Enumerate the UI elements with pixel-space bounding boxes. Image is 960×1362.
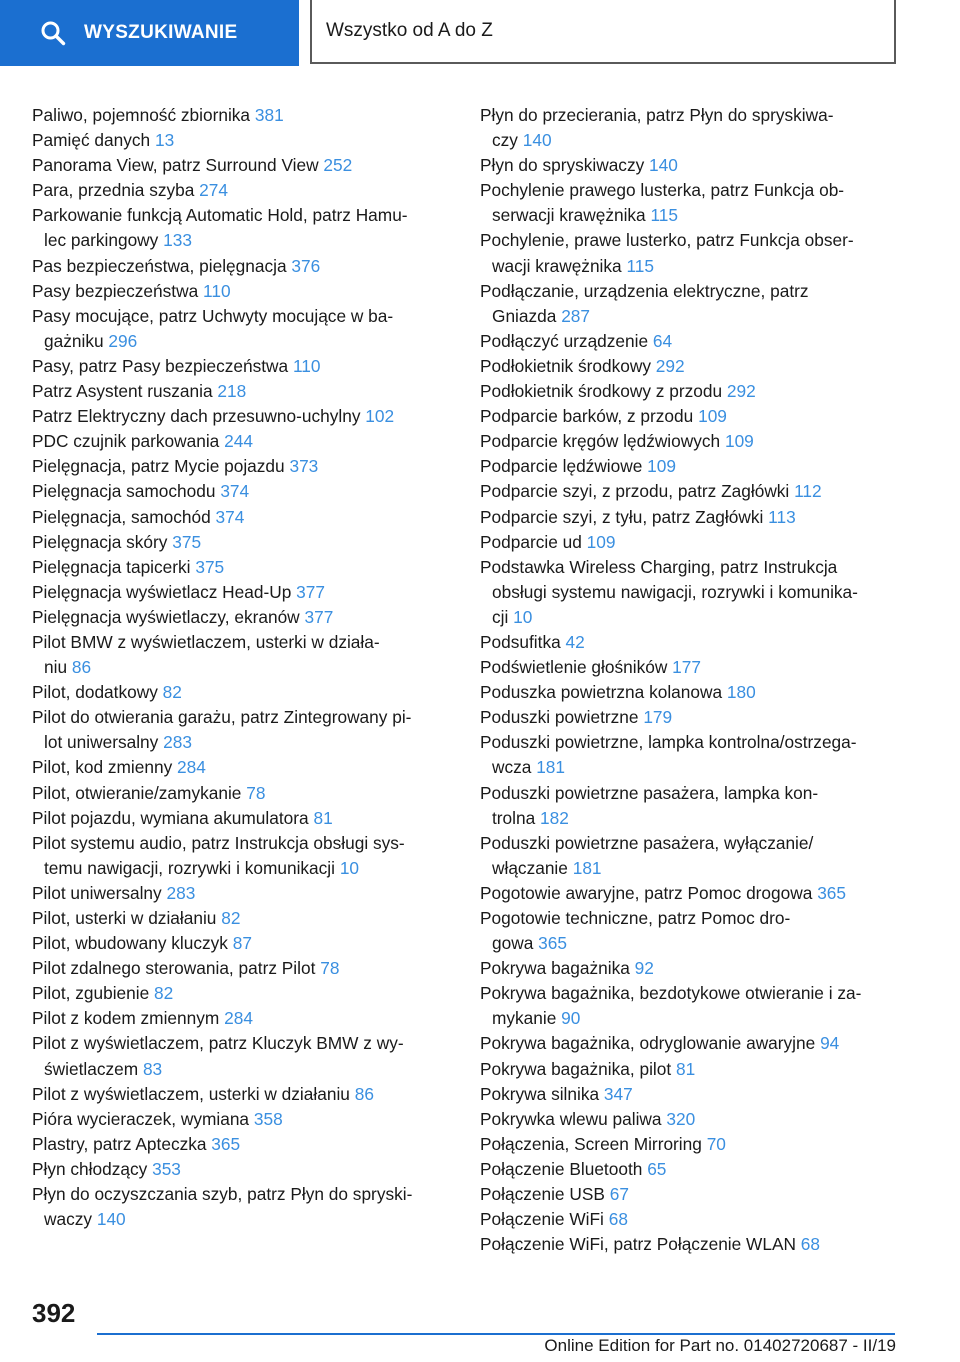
- index-entry-text: Pochylenie prawego lusterka, patrz Funkcja ob-: [480, 180, 845, 201]
- index-entry-text: włączanie: [492, 857, 568, 878]
- search-icon: [40, 20, 66, 46]
- page-reference-link[interactable]: 13: [154, 130, 175, 151]
- index-entry-text: Pokrywa bagażnika, odryglowanie awaryjne: [480, 1033, 816, 1054]
- page-reference-link[interactable]: 375: [172, 531, 202, 552]
- index-entry-text: Podsufitka: [480, 631, 561, 652]
- index-entry-text: Połączenie WiFi: [480, 1209, 604, 1230]
- index-entry-text: Pogotowie techniczne, patrz Pomoc dro-: [480, 908, 791, 928]
- page-reference-link[interactable]: 87: [232, 933, 252, 954]
- index-entry-text: obsługi systemu nawigacji, rozrywki i komunika-: [492, 581, 858, 602]
- index-entry-text: Pilot do otwierania garażu, patrz Zintegrowany pi-: [32, 707, 412, 728]
- page-reference-link[interactable]: 81: [313, 807, 333, 828]
- index-entry-text: Pilot, wbudowany kluczyk: [32, 933, 228, 954]
- page-reference-link[interactable]: 365: [538, 933, 567, 954]
- page-reference-link[interactable]: 179: [643, 707, 673, 728]
- index-entry: [480, 479, 900, 504]
- page-reference-link[interactable]: 109: [724, 431, 754, 452]
- footer-divider: [97, 1333, 895, 1335]
- page-reference-link[interactable]: 283: [163, 732, 192, 753]
- index-entry-text: mykanie: [492, 1008, 557, 1029]
- index-entry: [32, 806, 452, 831]
- index-entry-text: lec parkingowy: [44, 230, 159, 251]
- index-entry-text: Pilot z wyświetlaczem, usterki w działaniu: [32, 1083, 350, 1104]
- index-entry-text: Pasy, patrz Pasy bezpieczeństwa: [32, 355, 289, 376]
- index-entry: [480, 505, 900, 530]
- page-reference-link[interactable]: 83: [142, 1058, 163, 1079]
- page-reference-link[interactable]: 78: [246, 782, 266, 803]
- index-entry-text: Patrz Asystent ruszania: [32, 381, 213, 402]
- page-reference-link[interactable]: 377: [296, 581, 325, 602]
- page-reference-link[interactable]: 70: [706, 1133, 726, 1154]
- index-entry: [480, 454, 900, 479]
- page-reference-link[interactable]: 182: [540, 807, 569, 828]
- index-entry-text: Pokrywa bagażnika: [480, 958, 630, 979]
- index-entry-text: Poduszka powietrzna kolanowa: [480, 682, 723, 703]
- index-entry-text: niu: [44, 657, 68, 678]
- index-entry: [32, 505, 452, 530]
- index-entry: [480, 354, 900, 379]
- index-entry: [480, 831, 900, 881]
- index-entry: [32, 1132, 452, 1157]
- index-entry: [32, 429, 452, 454]
- index-entry-text: Plastry, patrz Apteczka: [32, 1133, 207, 1154]
- search-tab[interactable]: [0, 0, 299, 66]
- index-entry-text: Pilot pojazdu, wymiana akumulatora: [32, 807, 309, 828]
- page-reference-link[interactable]: 42: [565, 631, 585, 652]
- index-entry-text: wcza: [492, 757, 532, 778]
- page-reference-link[interactable]: 110: [203, 280, 231, 301]
- index-entry-text: Płyn do oczyszczania szyb, patrz Płyn do spryski-: [32, 1184, 413, 1205]
- index-entry-text: Poduszki powietrzne pasażera, wyłączanie/: [480, 832, 814, 853]
- index-entry: [32, 881, 452, 906]
- index-entry: [32, 981, 452, 1006]
- index-entry: [32, 781, 452, 806]
- index-entry-text: Podparcie kręgów lędźwiowych: [480, 431, 721, 452]
- index-entry: [32, 128, 452, 153]
- index-entry-text: wacji krawężnika: [492, 255, 622, 276]
- page-reference-link[interactable]: 181: [572, 857, 602, 878]
- index-entry: [32, 279, 452, 304]
- index-entry-text: Płyn do spryskiwaczy: [480, 155, 645, 176]
- index-entry: [32, 906, 452, 931]
- index-entry-text: Podparcie lędźwiowe: [480, 456, 643, 477]
- page-reference-link[interactable]: 81: [675, 1058, 696, 1079]
- index-entry: [32, 1006, 452, 1031]
- index-entry: [480, 705, 900, 730]
- index-entry-text: Pochylenie, prawe lusterko, patrz Funkcja obser-: [480, 230, 854, 251]
- index-entry: [32, 304, 452, 354]
- index-entry: [480, 956, 900, 981]
- index-entry-text: Paliwo, pojemność zbiornika: [32, 105, 251, 125]
- index-entry-text: Podparcie barków, z przodu: [480, 406, 694, 427]
- index-entry-text: Podłączyć urządzenie: [480, 330, 649, 351]
- index-entry: [32, 630, 452, 680]
- index-entry: [32, 103, 452, 128]
- index-entry-text: Pielęgnacja wyświetlaczy, ekranów: [32, 606, 300, 627]
- page-reference-link[interactable]: 112: [794, 481, 822, 502]
- index-entry: [32, 254, 452, 279]
- index-entry-text: Pilot z kodem zmiennym: [32, 1008, 220, 1029]
- index-entry-text: Pielęgnacja samochodu: [32, 481, 216, 502]
- index-entry: [480, 1031, 900, 1056]
- index-entry-text: Poduszki powietrzne pasażera, lampka kon-: [480, 782, 819, 803]
- page-reference-link[interactable]: 374: [220, 481, 250, 502]
- page-reference-link[interactable]: 373: [289, 456, 319, 477]
- page-reference-link[interactable]: 78: [320, 958, 340, 979]
- index-entry: [32, 479, 452, 504]
- index-entry-text: Pas bezpieczeństwa, pielęgnacja: [32, 255, 287, 276]
- index-entry-text: waczy: [44, 1209, 93, 1230]
- page-reference-link[interactable]: 140: [96, 1209, 126, 1230]
- index-entry: [32, 755, 452, 780]
- page-reference-link[interactable]: 109: [586, 531, 616, 552]
- index-entry-text: świetlaczem: [44, 1058, 139, 1079]
- index-entry-text: Pamięć danych: [32, 130, 151, 151]
- index-entry: [32, 580, 452, 605]
- index-entry-text: Podparcie szyi, z przodu, patrz Zagłówki: [480, 481, 790, 502]
- index-entry-text: Pilot, otwieranie/zamykanie: [32, 782, 242, 803]
- index-entry: [32, 1031, 452, 1081]
- index-entry: [32, 153, 452, 178]
- index-entry: [480, 906, 900, 956]
- page-reference-link[interactable]: 92: [634, 958, 654, 979]
- index-entry-text: Płyn chłodzący: [32, 1158, 148, 1179]
- page-reference-link[interactable]: 109: [647, 456, 676, 477]
- page-reference-link[interactable]: 381: [254, 105, 284, 125]
- index-entry-text: Poduszki powietrzne: [480, 707, 639, 728]
- index-entry: [32, 354, 452, 379]
- index-entry: [480, 228, 900, 278]
- index-entry: [480, 329, 900, 354]
- index-entry: [480, 178, 900, 228]
- page-reference-link[interactable]: 180: [726, 682, 756, 703]
- index-entry-text: Pielęgnacja, samochód: [32, 506, 211, 527]
- page-reference-link[interactable]: 376: [291, 255, 321, 276]
- page-reference-link[interactable]: 115: [650, 205, 679, 226]
- page-reference-link[interactable]: 90: [561, 1008, 581, 1029]
- index-entry-text: Połączenia, Screen Mirroring: [480, 1133, 702, 1154]
- page-reference-link[interactable]: 68: [608, 1209, 628, 1230]
- page-reference-link[interactable]: 377: [304, 606, 334, 627]
- index-entry-text: czy: [492, 130, 518, 151]
- index-entry: [480, 1107, 900, 1132]
- index-entry-text: Podparcie szyi, z tyłu, patrz Zagłówki: [480, 506, 764, 527]
- index-entry-text: Gniazda: [492, 305, 557, 326]
- page-reference-link[interactable]: 68: [800, 1234, 821, 1255]
- index-entry: [32, 931, 452, 956]
- index-entry: [480, 1082, 900, 1107]
- index-entry-text: Pokrywa bagażnika, bezdotykowe otwieranie i za-: [480, 983, 862, 1004]
- page-reference-link[interactable]: 82: [162, 682, 182, 703]
- index-entry: [32, 178, 452, 203]
- index-entry: [480, 530, 900, 555]
- page-reference-link[interactable]: 284: [177, 757, 206, 778]
- page-reference-link[interactable]: 109: [698, 406, 727, 427]
- index-entry-text: Pielęgnacja wyświetlacz Head-Up: [32, 581, 292, 602]
- index-entry: [480, 730, 900, 780]
- index-entry: [32, 1107, 452, 1132]
- page-reference-link[interactable]: 10: [513, 606, 533, 627]
- index-entry: [32, 605, 452, 630]
- tab-a-to-z-label: Wszystko od A do Z: [326, 20, 493, 41]
- index-column-left: [32, 103, 452, 1232]
- page-reference-link[interactable]: 287: [561, 305, 591, 326]
- index-entry: [480, 1207, 900, 1232]
- index-entry-text: Pilot uniwersalny: [32, 882, 162, 903]
- page-reference-link[interactable]: 374: [215, 506, 245, 527]
- index-entry: [32, 379, 452, 404]
- index-entry: [32, 530, 452, 555]
- index-entry: [480, 981, 900, 1031]
- index-entry-text: Pielęgnacja skóry: [32, 531, 168, 552]
- page-reference-link[interactable]: 65: [647, 1158, 667, 1179]
- page-reference-link[interactable]: 292: [655, 355, 685, 376]
- index-entry: [32, 831, 452, 881]
- index-entry-text: Podłączanie, urządzenia elektryczne, patrz: [480, 280, 809, 301]
- index-entry: [480, 103, 900, 153]
- index-entry-text: Płyn do przecierania, patrz Płyn do spryskiwa-: [480, 105, 834, 125]
- page-reference-link[interactable]: 218: [217, 381, 247, 402]
- page-reference-link[interactable]: 10: [339, 857, 360, 878]
- index-entry: [32, 404, 452, 429]
- page-reference-link[interactable]: 82: [221, 908, 241, 928]
- index-entry-text: serwacji krawężnika: [492, 205, 646, 226]
- tab-a-to-z[interactable]: [310, 0, 896, 64]
- index-entry-text: Pasy bezpieczeństwa: [32, 280, 199, 301]
- page-reference-link[interactable]: 365: [211, 1133, 241, 1154]
- index-entry-text: Pilot, kod zmienny: [32, 757, 173, 778]
- index-entry-text: Pilot BMW z wyświetlaczem, usterki w działa-: [32, 631, 380, 652]
- index-entry-text: Parkowanie funkcją Automatic Hold, patrz Hamu-: [32, 205, 408, 226]
- index-entry-text: temu nawigacji, rozrywki i komunikacji: [44, 857, 335, 878]
- index-entry: [480, 781, 900, 831]
- index-entry: [480, 279, 900, 329]
- index-entry: [480, 1132, 900, 1157]
- index-entry-text: Podświetlenie głośników: [480, 657, 668, 678]
- index-entry: [480, 680, 900, 705]
- index-entry: [32, 1182, 452, 1232]
- index-entry: [32, 555, 452, 580]
- index-entry: [480, 655, 900, 680]
- page-reference-link[interactable]: 296: [108, 330, 138, 351]
- search-tab-label: WYSZUKIWANIE: [84, 22, 238, 43]
- index-entry-text: Podparcie ud: [480, 531, 582, 552]
- index-entry: [480, 555, 900, 630]
- index-entry: [480, 881, 900, 906]
- index-entry: [480, 630, 900, 655]
- index-entry-text: Pielęgnacja, patrz Mycie pojazdu: [32, 456, 285, 477]
- page-reference-link[interactable]: 94: [820, 1033, 840, 1054]
- page-reference-link[interactable]: 320: [666, 1108, 696, 1129]
- index-entry-text: Poduszki powietrzne, lampka kontrolna/ostrzega-: [480, 732, 857, 753]
- index-entry: [32, 454, 452, 479]
- page-reference-link[interactable]: 284: [224, 1008, 253, 1029]
- page-reference-link[interactable]: 274: [199, 180, 228, 201]
- index-entry-text: Pióra wycieraczek, wymiana: [32, 1108, 250, 1129]
- page-reference-link[interactable]: 140: [522, 130, 552, 151]
- page-reference-link[interactable]: 86: [354, 1083, 374, 1104]
- index-entry-text: Pilot, usterki w działaniu: [32, 908, 217, 928]
- index-entry: [480, 153, 900, 178]
- index-entry-text: Połączenie USB: [480, 1184, 605, 1205]
- index-entry: [32, 1082, 452, 1107]
- index-entry: [32, 1157, 452, 1182]
- index-entry-text: Patrz Elektryczny dach przesuwno-uchylny: [32, 406, 361, 427]
- index-entry-text: Pokrywka wlewu paliwa: [480, 1108, 662, 1129]
- index-entry-text: Podłokietnik środkowy: [480, 355, 651, 376]
- index-entry-text: gowa: [492, 933, 534, 954]
- page-reference-link[interactable]: 292: [726, 381, 756, 402]
- index-entry-text: Pilot zdalnego sterowania, patrz Pilot: [32, 958, 316, 979]
- page-reference-link[interactable]: 102: [365, 406, 395, 427]
- page-reference-link[interactable]: 177: [672, 657, 701, 678]
- page-reference-link[interactable]: 115: [626, 255, 655, 276]
- index-entry-text: Pielęgnacja tapicerki: [32, 556, 191, 577]
- page-reference-link[interactable]: 283: [166, 882, 196, 903]
- page-reference-link[interactable]: 347: [603, 1083, 633, 1104]
- index-entry-text: trolna: [492, 807, 536, 828]
- index-entry-text: Pasy mocujące, patrz Uchwyty mocujące w ba-: [32, 305, 394, 326]
- page-reference-link[interactable]: 86: [71, 657, 92, 678]
- index-entry-text: cji: [492, 606, 509, 627]
- index-entry: [480, 429, 900, 454]
- index-entry: [32, 203, 452, 253]
- page-reference-link[interactable]: 82: [154, 983, 174, 1004]
- index-entry-text: lot uniwersalny: [44, 732, 159, 753]
- index-entry: [480, 1232, 900, 1257]
- page-reference-link[interactable]: 252: [323, 155, 353, 176]
- index-entry-text: Połączenie WiFi, patrz Połączenie WLAN: [480, 1234, 796, 1255]
- top-navigation-bar: [0, 0, 960, 66]
- page-number: 392: [32, 1298, 76, 1328]
- index-entry: [32, 680, 452, 705]
- index-entry-text: Pokrywa silnika: [480, 1083, 600, 1104]
- page-reference-link[interactable]: 353: [152, 1158, 181, 1179]
- index-entry-text: Para, przednia szyba: [32, 180, 195, 201]
- page-reference-link[interactable]: 358: [253, 1108, 283, 1129]
- index-entry-text: Podstawka Wireless Charging, patrz Instrukcja: [480, 556, 838, 577]
- index-entry-text: Pilot, zgubienie: [32, 983, 150, 1004]
- index-entry-text: Pilot, dodatkowy: [32, 682, 158, 703]
- index-entry-text: Pokrywa bagażnika, pilot: [480, 1058, 672, 1079]
- index-column-right: [480, 103, 900, 1257]
- index-entry-text: Pilot systemu audio, patrz Instrukcja obsługi sys-: [32, 832, 405, 853]
- index-entry: [480, 1182, 900, 1207]
- index-entry: [480, 1057, 900, 1082]
- index-entry: [32, 705, 452, 755]
- index-entry-text: gażniku: [44, 330, 104, 351]
- index-entry-text: Panorama View, patrz Surround View: [32, 155, 319, 176]
- index-entry: [480, 379, 900, 404]
- page-reference-link[interactable]: 140: [649, 155, 678, 176]
- index-entry: [480, 404, 900, 429]
- index-entry-text: PDC czujnik parkowania: [32, 431, 220, 452]
- page-reference-link[interactable]: 244: [224, 431, 253, 452]
- index-entry-text: Połączenie Bluetooth: [480, 1158, 643, 1179]
- page-reference-link[interactable]: 133: [163, 230, 192, 251]
- page-reference-link[interactable]: 64: [652, 330, 673, 351]
- page-reference-link[interactable]: 181: [536, 757, 566, 778]
- index-entry: [32, 956, 452, 981]
- page-reference-link[interactable]: 110: [292, 355, 321, 376]
- footer-edition-text: Online Edition for Part no. 01402720687 - II/19: [544, 1336, 896, 1355]
- index-entry-text: Pogotowie awaryjne, patrz Pomoc drogowa: [480, 882, 813, 903]
- page-reference-link[interactable]: 113: [768, 506, 796, 527]
- page-reference-link[interactable]: 67: [609, 1184, 629, 1205]
- page-reference-link[interactable]: 375: [195, 556, 225, 577]
- page-reference-link[interactable]: 365: [817, 882, 847, 903]
- index-entry-text: Pilot z wyświetlaczem, patrz Kluczyk BMW z wy-: [32, 1033, 404, 1054]
- index-entry: [480, 1157, 900, 1182]
- index-entry-text: Podłokietnik środkowy z przodu: [480, 381, 723, 402]
